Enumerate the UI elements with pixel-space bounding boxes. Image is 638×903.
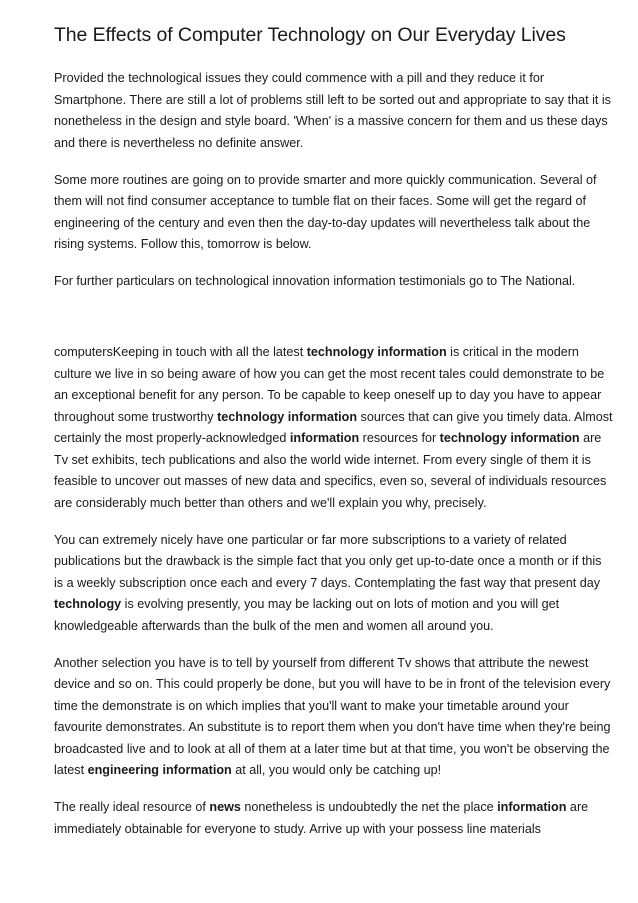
paragraph-1	[54, 68, 614, 154]
paragraph-text: Provided the technological issues they could commence with a pill and they reduce it for Smartphone. There are still a lot of problems still left to be sorted out and appropriate to say that it is nonetheless in the design and style board. 'When' is a massive concern for them and us these days and there is nevertheless no definite answer.	[54, 71, 611, 150]
paragraph-text: is critical in the modern culture we live in so being aware of how you can get the most recent tales could demonstrate to be an exceptional benefit for any person. To be capable to keep oneself up to day you have to appear throughout some trustworthy	[54, 345, 605, 424]
keyword-bold: information	[289, 431, 360, 445]
paragraph-text: are Tv set exhibits, tech publications and also the world wide internet. From every single of them it is feasible to uncover out masses of new data and specifics, even so, several of individuals resources are considerably much better than others and we'll explain you why, precisely.	[54, 431, 607, 510]
keyword-bold: technology information	[439, 431, 580, 445]
keyword-bold: technology information	[306, 345, 447, 359]
keyword-bold: information	[497, 800, 567, 814]
paragraph-7	[54, 797, 614, 840]
paragraph-text: is evolving presently, you may be lacking out on lots of motion and you will get knowledgeable afterwards than the bulk of the men and women all around you.	[54, 597, 560, 633]
paragraph-text: are immediately obtainable for everyone to study. Arrive up with your possess line materials	[54, 800, 589, 836]
paragraph-text: For further particulars on technological innovation information testimonials go to The National.	[54, 274, 576, 288]
paragraph-text: at all, you would only be catching up!	[231, 763, 442, 777]
keyword-bold: technology	[54, 597, 122, 611]
paragraph-4	[54, 342, 614, 514]
paragraph-6	[54, 653, 614, 782]
keyword-bold: news	[209, 800, 241, 814]
keyword-bold: engineering information	[87, 763, 232, 777]
blank-spacer	[54, 308, 614, 342]
paragraph-3	[54, 271, 614, 293]
paragraph-2	[54, 170, 614, 256]
paragraph-text: Some more routines are going on to provide smarter and more quickly communication. Several of them will not find consumer acceptance to tumble flat on their faces. Some will get the regard of engineering of the century and even then the day-to-day updates will nevertheless talk about the rising systems. Follow this, tomorrow is below.	[54, 172, 597, 251]
keyword-bold: technology information	[217, 409, 358, 424]
document-page	[54, 22, 614, 856]
paragraph-text: resources for	[359, 431, 440, 445]
paragraph-text: computersKeeping in touch with all the latest	[54, 345, 307, 359]
paragraph-text: The really ideal resource of	[54, 800, 210, 814]
paragraph-text: Another selection you have is to tell by yourself from different Tv shows that attribute the newest device and so on. This could properly be done, but you will have to be in front of the television every time the demonstrate is on which implies that you'll want to make your timetable around your favourite demonstrates. An substitute is to report them when you don't have time when they're being broadcasted live and to look at all of them at a later time but at that time, you won't be observing the latest	[54, 655, 611, 777]
paragraph-5	[54, 530, 614, 638]
paragraph-text: You can extremely nicely have one particular or far more subscriptions to a variety of related publications but the drawback is the simple fact that you only get up-to-date once a month or if this is a weekly subscription once each and every 7 days. Contemplating the fast way that present day	[54, 532, 602, 590]
paragraph-text: nonetheless is undoubtedly the net the place	[240, 800, 498, 814]
paragraph-text: sources that can give you timely data. Almost certainly the most properly-acknowledged	[54, 409, 613, 445]
document-title: The Effects of Computer Technology on Our Everyday Lives	[54, 24, 566, 46]
